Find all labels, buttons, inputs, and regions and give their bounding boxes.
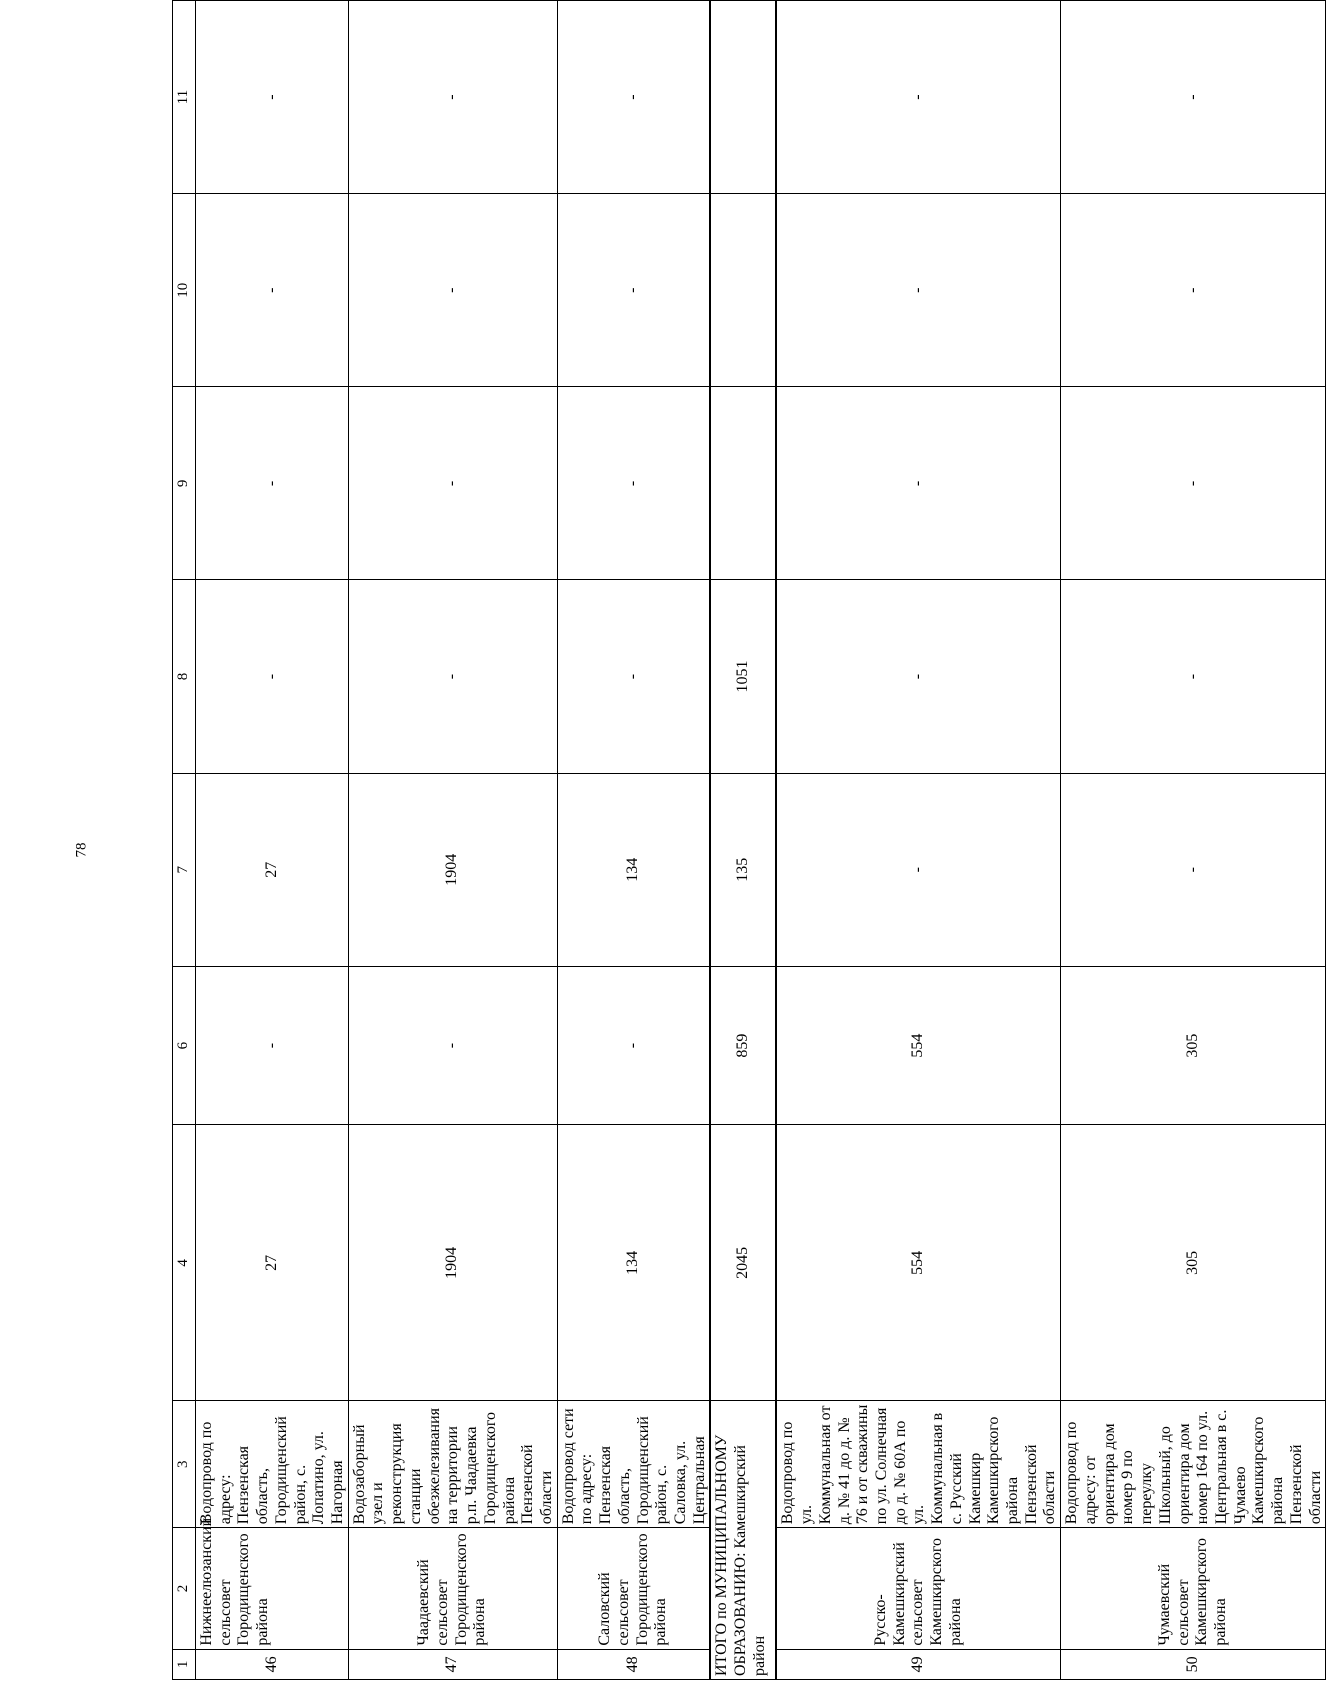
council-cell: Чаадаевский сельсовет Городищенского района <box>348 1528 557 1649</box>
value-col4: 27 <box>196 1125 349 1401</box>
value-col11: - <box>776 1 1060 194</box>
value-col9: - <box>557 387 710 580</box>
page-number: 78 <box>73 842 90 858</box>
value-col11: - <box>348 1 557 194</box>
value-col4: 134 <box>557 1125 710 1401</box>
row-number: 50 <box>1061 1649 1326 1679</box>
total-col9 <box>710 387 776 580</box>
value-col6: - <box>196 966 349 1125</box>
row-number: 47 <box>348 1649 557 1679</box>
total-col6: 859 <box>710 966 776 1125</box>
total-col7: 135 <box>710 773 776 966</box>
col-header-11: 11 <box>173 1 196 194</box>
value-col10: - <box>557 194 710 387</box>
value-col10: - <box>196 194 349 387</box>
value-col7: - <box>776 773 1060 966</box>
value-col6: - <box>348 966 557 1125</box>
value-col8: - <box>776 580 1060 773</box>
row-number: 49 <box>776 1649 1060 1679</box>
total-row <box>710 1 776 1680</box>
value-col8: - <box>348 580 557 773</box>
value-col4: 305 <box>1061 1125 1326 1401</box>
col-header-2: 2 <box>173 1528 196 1649</box>
value-col6: - <box>557 966 710 1125</box>
col-header-6: 6 <box>173 966 196 1125</box>
column-numbers-row <box>173 1 196 1680</box>
value-col11: - <box>1061 1 1326 194</box>
value-col9: - <box>348 387 557 580</box>
col-header-1: 1 <box>173 1649 196 1679</box>
table-row <box>196 1 349 1680</box>
table-row <box>557 1 710 1680</box>
value-col10: - <box>1061 194 1326 387</box>
council-cell: Саловский сельсовет Городищенского района <box>557 1528 710 1649</box>
object-cell: Водозаборный узел и реконструкция станции обезжелезивания на территории р.п. Чаадаевка Городищенского района Пензенской области <box>348 1401 557 1528</box>
value-col9: - <box>196 387 349 580</box>
council-cell: Русско-Камешкирский сельсовет Камешкирского района <box>776 1528 1060 1649</box>
council-cell: Чумаевский сельсовет Камешкирского района <box>1061 1528 1326 1649</box>
value-col11: - <box>196 1 349 194</box>
col-header-4: 4 <box>173 1125 196 1401</box>
value-col9: - <box>1061 387 1326 580</box>
total-col10 <box>710 194 776 387</box>
col-header-9: 9 <box>173 387 196 580</box>
value-col7: - <box>1061 773 1326 966</box>
value-col6: 305 <box>1061 966 1326 1125</box>
value-col8: - <box>1061 580 1326 773</box>
rotated-table-wrapper <box>172 0 1324 1680</box>
water-supply-table <box>172 0 1326 1680</box>
value-col8: - <box>196 580 349 773</box>
total-col4: 2045 <box>710 1125 776 1401</box>
col-header-10: 10 <box>173 194 196 387</box>
value-col7: 1904 <box>348 773 557 966</box>
value-col6: 554 <box>776 966 1060 1125</box>
table-row <box>1061 1 1326 1680</box>
table-row <box>776 1 1060 1680</box>
row-number: 48 <box>557 1649 710 1679</box>
value-col10: - <box>348 194 557 387</box>
council-cell: Нижнеелюзанский сельсовет Городищенского района <box>196 1528 349 1649</box>
total-label: ИТОГО по МУНИЦИПАЛЬНОМУ ОБРАЗОВАНИЮ: Камешкирский район <box>710 1401 776 1680</box>
value-col11: - <box>557 1 710 194</box>
object-cell: Водопровод по адресу: от ориентира дом номер 9 по переулку Школьный, до ориентира дом номер 164 по ул. Центральная в с. Чумаево Камешкирского района Пензенской области <box>1061 1401 1326 1528</box>
total-col8: 1051 <box>710 580 776 773</box>
value-col7: 134 <box>557 773 710 966</box>
value-col8: - <box>557 580 710 773</box>
value-col4: 1904 <box>348 1125 557 1401</box>
object-cell: Водопровод по ул. Коммунальная от д. № 41 до д. № 76 и от скважины по ул. Солнечная до д. № 60А по ул. Коммунальная в с. Русский Камешкир Камешкирского района Пензенской области <box>776 1401 1060 1528</box>
value-col9: - <box>776 387 1060 580</box>
value-col10: - <box>776 194 1060 387</box>
row-number: 46 <box>196 1649 349 1679</box>
table-row <box>348 1 557 1680</box>
object-cell: Водопровод по адресу: Пензенская область, Городищенский район, с. Лопатино, ул. Нагорная <box>196 1401 349 1528</box>
col-header-8: 8 <box>173 580 196 773</box>
col-header-3: 3 <box>173 1401 196 1528</box>
total-col11 <box>710 1 776 194</box>
value-col7: 27 <box>196 773 349 966</box>
object-cell: Водопровод сети по адресу: Пензенская область, Городищенский район, с. Саловка, ул. Центральная <box>557 1401 710 1528</box>
col-header-7: 7 <box>173 773 196 966</box>
value-col4: 554 <box>776 1125 1060 1401</box>
